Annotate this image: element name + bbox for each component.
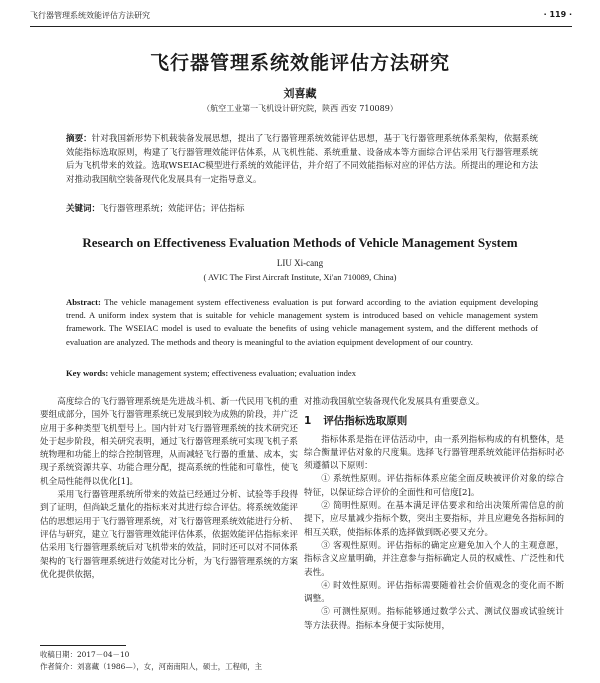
keywords-label-chinese: 关键词： bbox=[66, 204, 101, 214]
principle-item: ② 简明性原则。在基本满足评估要求和给出决策所需信息的前提下，应尽量减少指标个数，突出主要指标，并且应避免各指标间的相互关联，使指标体系的选择做到既必要又充分。 bbox=[304, 501, 564, 538]
principle-item: ⑤ 可测性原则。指标能够通过数学公式、测试仪器或试验统计等方法获得。指标本身便于实际使用， bbox=[304, 607, 564, 631]
keywords-label-english: Key words: bbox=[66, 368, 109, 378]
section-heading bbox=[304, 415, 564, 428]
abstract-text-chinese: 针对我国新形势下机载装备发展思想，提出了飞行器管理系统效能评估思想，基于飞行器管理系统体系架构，依据系统效能指标选取原则，构建了飞行器管理效能评估体系，从飞机性能、系统重量、设备成本等方面综合评估采用飞行器管理系统后为飞机带来的效益。选取WSEIAC模型进行系统的效能评估，并介绍了不同效能指标对应的评估方法。所提出的理论和方法对推动我国航空装备现代化发展具有一定指导意义。 bbox=[66, 134, 538, 185]
principle-item: ④ 时效性原则。评估指标需要随着社会价值观念的变化而不断调整。 bbox=[304, 580, 564, 605]
footnote-rule bbox=[40, 645, 126, 646]
section-title: 评估指标选取原则 bbox=[323, 415, 408, 428]
abstract-label-chinese: 摘要： bbox=[66, 134, 92, 144]
keywords-text-chinese: 飞行器管理系统；效能评估；评估指标 bbox=[100, 204, 245, 214]
keywords-chinese bbox=[66, 203, 538, 217]
keywords-english bbox=[66, 367, 538, 381]
page-number: · 119 · bbox=[543, 10, 572, 19]
principle-item: ③ 客观性原则。评估指标的确定应避免加入个人的主观意愿，指标含义应量明确，并注意参与指标确定人员的权威性、广泛性和代表性。 bbox=[304, 540, 564, 578]
principle-item: ① 系统性原则。评估指标体系应能全面反映被评价对象的综合特征，以保证综合评价的全面性和可信度[2]。 bbox=[304, 474, 564, 498]
keywords-text-english: vehicle management system; effectiveness evaluation; evaluation index bbox=[110, 368, 357, 378]
body-paragraph: 对推动我国航空装备现代化发展具有重要意义。 bbox=[304, 397, 485, 407]
affiliation-chinese: （航空工业第一飞机设计研究院，陕西 西安 710089） bbox=[202, 104, 398, 113]
title-chinese: 飞行器管理系统效能评估方法研究 bbox=[149, 52, 450, 74]
abstract-chinese bbox=[66, 133, 538, 187]
affiliation-english: ( AVIC The First Aircraft Institute, Xi'an 710089, China) bbox=[203, 272, 397, 282]
author-bio: 作者简介：刘喜藏（1986—），女，河南南阳人，硕士，工程师，主 bbox=[40, 662, 263, 671]
title-english: Research on Effectiveness Evaluation Methods of Vehicle Management System bbox=[82, 235, 518, 250]
footnotes bbox=[40, 649, 298, 673]
body-column-right bbox=[304, 396, 564, 633]
body-paragraph: 采用飞行器管理系统所带来的效益已经通过分析、试验等手段得到了证明，但尚缺乏量化的指标来对其进行综合评估。将系统效能评估的思想运用于飞行器管理系统，对飞行器管理系统效能进行分析、评估与研究，建立飞行器管理效能评估体系，依据效能评估指标来评估采用飞行器管理系统后对飞机带来的效益，同时还可以对不同体系架构的飞行器管理系统进行效能对比分析，为飞行器管理系统的方案优化提供依据， bbox=[40, 490, 298, 580]
author-chinese: 刘喜藏 bbox=[283, 87, 317, 100]
body-paragraph: 高度综合的飞行器管理系统是先进战斗机、新一代民用飞机的重要组成部分，国外飞行器管理系统已发展到较为成熟的阶段，并广泛应用于多种类型飞机型号上。国内针对飞行器管理系统的技术研究还处于起步阶段，相关研究表明，通过飞行器管理系统可实现飞机子系统物理和功能上的综合控制管理，从而减轻飞行器的重量、成本，实现子系统资源共享、功能合理分配，提高系统的性能和可靠性，使飞机全局性能得以优化[1]。 bbox=[40, 397, 298, 487]
section-number: 1 bbox=[304, 415, 312, 428]
running-title: 飞行器管理系统效能评估方法研究 bbox=[30, 11, 150, 20]
author-english: LIU Xi-cang bbox=[276, 258, 324, 268]
body-column-left bbox=[40, 396, 298, 582]
abstract-english bbox=[66, 296, 538, 349]
abstract-label-english: Abstract: bbox=[66, 297, 101, 307]
abstract-text-english: The vehicle management system effectiveness evaluation is put forward according to the aviation equipment developing trend. A uniform index system that is suitable for vehicle management system is introduced based on vehicle management system framework. The WSEIAC model is used to evaluate the benefits of using vehicle management system, and the different methods of evaluation are analyzed. The methods and theory is meaningful to the aviation equipment development of our country. bbox=[66, 297, 538, 347]
running-head bbox=[30, 10, 572, 24]
header-rule bbox=[30, 26, 572, 27]
received-date: 收稿日期：2017－04－10 bbox=[40, 650, 130, 659]
body-paragraph: 指标体系是指在评估活动中，由一系列指标构成的有机整体，是综合衡量评估对象的尺度集。选择飞行器管理系统效能评估指标时必须遵循以下原则： bbox=[304, 434, 564, 472]
